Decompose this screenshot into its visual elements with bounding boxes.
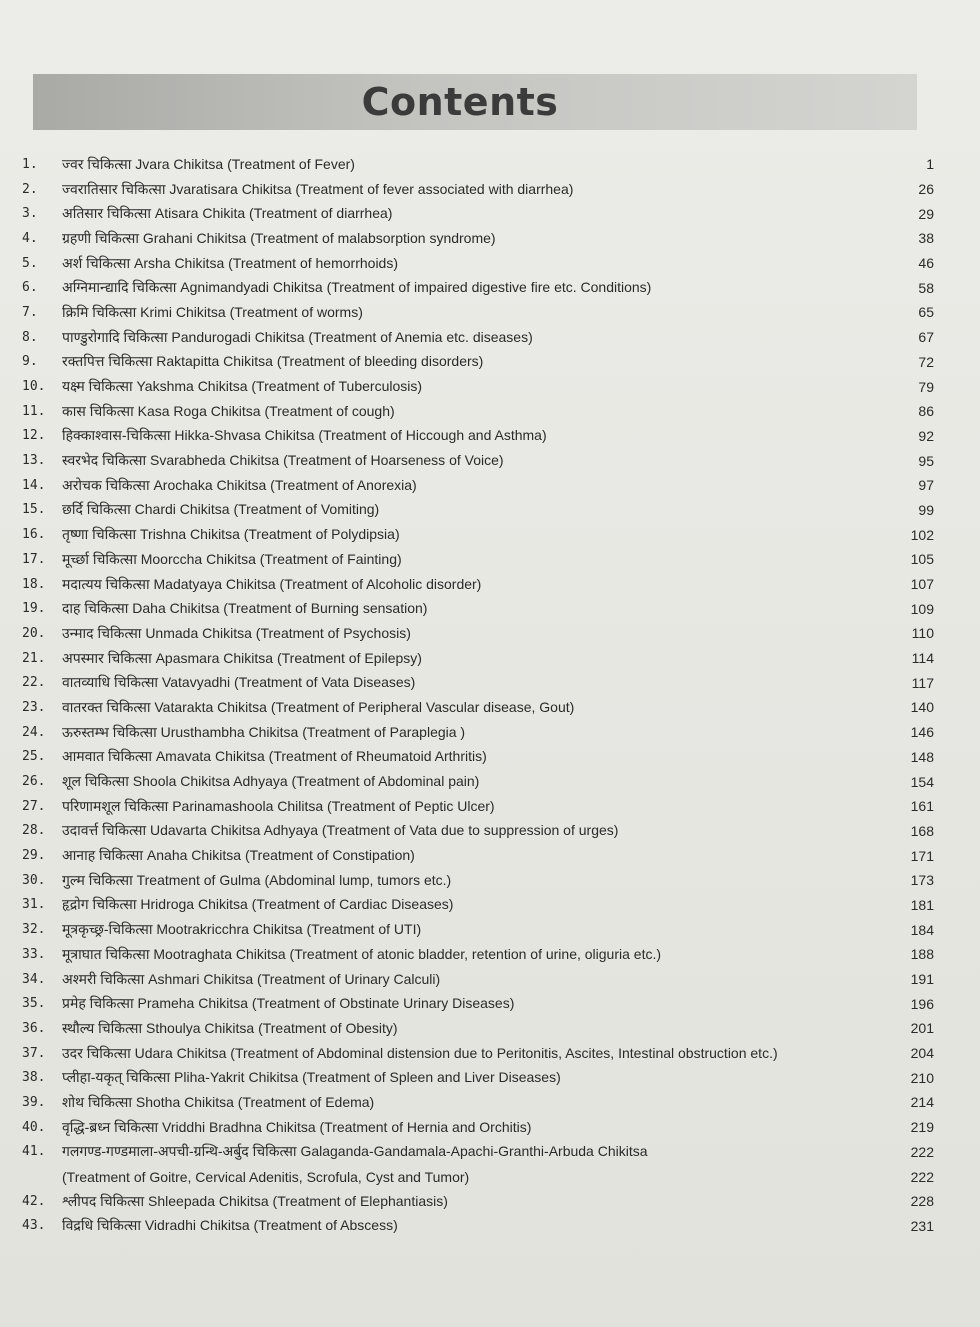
toc-entry bbox=[22, 1115, 934, 1140]
entry-number: 8. bbox=[22, 329, 38, 345]
entry-title: आनाह चिकित्सा Anaha Chikitsa (Treatment of Constipation) bbox=[62, 847, 415, 864]
entry-title: वृद्धि-ब्रध्न चिकित्सा Vriddhi Bradhna Chikitsa (Treatment of Hernia and Orchitis) bbox=[62, 1118, 532, 1135]
entry-number: 3. bbox=[22, 206, 38, 222]
toc-entry bbox=[22, 893, 934, 918]
entry-page-number: 219 bbox=[910, 1119, 934, 1136]
entry-title: शूल चिकित्सा Shoola Chikitsa Adhyaya (Treatment of Abdominal pain) bbox=[62, 773, 480, 790]
toc-entry bbox=[22, 695, 934, 720]
entry-page-number: 110 bbox=[911, 625, 934, 642]
toc-entry bbox=[22, 300, 934, 325]
entry-page-number: 161 bbox=[910, 798, 934, 815]
entry-page-number: 86 bbox=[918, 403, 934, 420]
toc-entry bbox=[22, 596, 934, 621]
entry-number: 29. bbox=[22, 848, 46, 864]
entry-page-number: 1 bbox=[926, 156, 934, 173]
toc-entry bbox=[22, 572, 934, 597]
entry-page-number: 188 bbox=[910, 946, 934, 963]
entry-page-number: 58 bbox=[918, 279, 934, 296]
entry-title: ज्वर चिकित्सा Jvara Chikitsa (Treatment of Fever) bbox=[62, 155, 355, 172]
entry-page-number: 168 bbox=[910, 822, 934, 839]
toc-entry bbox=[22, 1090, 934, 1115]
entry-page-number: 148 bbox=[910, 748, 934, 765]
entry-title: स्थौल्य चिकित्सा Sthoulya Chikitsa (Treatment of Obesity) bbox=[62, 1019, 398, 1036]
entry-number: 28. bbox=[22, 823, 46, 839]
entry-title: हृद्रोग चिकित्सा Hridroga Chikitsa (Treatment of Cardiac Diseases) bbox=[62, 896, 454, 913]
entry-page-number: 102 bbox=[910, 526, 934, 543]
toc-entry bbox=[22, 448, 934, 473]
entry-number: 9. bbox=[22, 354, 38, 370]
entry-title: उदर चिकित्सा Udara Chikitsa (Treatment of Abdominal distension due to Peritonitis, Ascites, Intestinal obstruction etc.) bbox=[62, 1044, 778, 1061]
entry-number: 6. bbox=[22, 280, 38, 296]
entry-number: 18. bbox=[22, 576, 46, 592]
entry-page-number: 214 bbox=[910, 1094, 934, 1111]
entry-number: 15. bbox=[22, 502, 46, 518]
entry-title: गलगण्ड-गण्डमाला-अपची-ग्रन्थि-अर्बुद चिकित्सा Galaganda-Gandamala-Apachi-Granthi-Arbuda Chikitsa bbox=[62, 1143, 648, 1160]
entry-title: अर्श चिकित्सा Arsha Chikitsa (Treatment of hemorrhoids) bbox=[62, 254, 399, 271]
entry-page-number: 95 bbox=[918, 452, 934, 469]
entry-title: अरोचक चिकित्सा Arochaka Chikitsa (Treatment of Anorexia) bbox=[62, 476, 417, 493]
toc-entry bbox=[22, 745, 934, 770]
toc-entry bbox=[22, 646, 934, 671]
entry-number: 25. bbox=[22, 749, 46, 765]
entry-title: अतिसार चिकित्सा Atisara Chikita (Treatment of diarrhea) bbox=[62, 205, 393, 222]
page-title: Contents bbox=[361, 80, 559, 124]
entry-title: प्लीहा-यकृत् चिकित्सा Pliha-Yakrit Chikitsa (Treatment of Spleen and Liver Diseases) bbox=[62, 1069, 561, 1086]
entry-number: 41. bbox=[22, 1144, 46, 1160]
entry-page-number: 114 bbox=[911, 650, 934, 667]
entry-title: विद्रधि चिकित्सा Vidradhi Chikitsa (Treatment of Abscess) bbox=[62, 1217, 398, 1234]
entry-page-number: 97 bbox=[918, 477, 934, 494]
toc-entry bbox=[22, 473, 934, 498]
entry-title: मदात्यय चिकित्सा Madatyaya Chikitsa (Treatment of Alcoholic disorder) bbox=[62, 575, 482, 592]
entry-number: 32. bbox=[22, 922, 46, 938]
table-of-contents bbox=[22, 152, 934, 1238]
entry-number: 7. bbox=[22, 304, 38, 320]
toc-entry bbox=[22, 769, 934, 794]
entry-title: क्रिमि चिकित्सा Krimi Chikitsa (Treatment of worms) bbox=[62, 303, 363, 320]
entry-page-number: 140 bbox=[910, 699, 934, 716]
toc-entry bbox=[22, 670, 934, 695]
entry-title: मूत्राघात चिकित्सा Mootraghata Chikitsa (Treatment of atonic bladder, retention of urine, oliguria etc.) bbox=[62, 945, 662, 962]
toc-entry bbox=[22, 868, 934, 893]
toc-entry bbox=[22, 1065, 934, 1090]
entry-title: अग्निमान्द्यादि चिकित्सा Agnimandyadi Chikitsa (Treatment of impaired digestive fire etc. Conditions) bbox=[62, 279, 652, 296]
toc-entry bbox=[22, 374, 934, 399]
toc-entry bbox=[22, 942, 934, 967]
entry-title: मूत्रकृच्छ्र-चिकित्सा Mootrakricchra Chikitsa (Treatment of UTI) bbox=[62, 921, 422, 938]
entry-page-number: 181 bbox=[910, 896, 934, 913]
toc-entry bbox=[22, 794, 934, 819]
entry-number: 34. bbox=[22, 971, 46, 987]
entry-title: छर्दि चिकित्सा Chardi Chikitsa (Treatment of Vomiting) bbox=[62, 501, 380, 518]
entry-page-number: 171 bbox=[910, 847, 934, 864]
entry-title: श्लीपद चिकित्सा Shleepada Chikitsa (Treatment of Elephantiasis) bbox=[62, 1192, 448, 1209]
entry-title: स्वरभेद चिकित्सा Svarabheda Chikitsa (Treatment of Hoarseness of Voice) bbox=[62, 452, 504, 469]
entry-page-number: 38 bbox=[918, 230, 934, 247]
entry-title: पाण्डुरोगादि चिकित्सा Pandurogadi Chikitsa (Treatment of Anemia etc. diseases) bbox=[62, 328, 533, 345]
entry-number: 21. bbox=[22, 650, 46, 666]
toc-entry bbox=[22, 1214, 934, 1239]
entry-page-number: 105 bbox=[910, 551, 934, 568]
entry-page-number: 191 bbox=[910, 971, 934, 988]
entry-number: 23. bbox=[22, 699, 46, 715]
entry-title: ऊरुस्तम्भ चिकित्सा Urusthambha Chikitsa (Treatment of Paraplegia ) bbox=[62, 723, 466, 740]
entry-page-number: 173 bbox=[910, 872, 934, 889]
entry-title: अपस्मार चिकित्सा Apasmara Chikitsa (Treatment of Epilepsy) bbox=[62, 649, 422, 666]
toc-entry bbox=[22, 424, 934, 449]
entry-title: (Treatment of Goitre, Cervical Adenitis, Scrofula, Cyst and Tumor) bbox=[62, 1168, 470, 1185]
entry-number: 22. bbox=[22, 675, 46, 691]
toc-entry bbox=[22, 1140, 934, 1165]
entry-title: अश्मरी चिकित्सा Ashmari Chikitsa (Treatment of Urinary Calculi) bbox=[62, 970, 441, 987]
entry-title: परिणामशूल चिकित्सा Parinamashoola Chilitsa (Treatment of Peptic Ulcer) bbox=[62, 797, 495, 814]
entry-number: 11. bbox=[22, 403, 46, 419]
contents-header-bar bbox=[33, 74, 917, 130]
entry-page-number: 222 bbox=[910, 1168, 934, 1185]
toc-entry bbox=[22, 201, 934, 226]
entry-page-number: 196 bbox=[910, 995, 934, 1012]
entry-page-number: 107 bbox=[910, 576, 934, 593]
entry-title: मूर्च्छा चिकित्सा Moorccha Chikitsa (Treatment of Fainting) bbox=[62, 550, 402, 567]
toc-entry bbox=[22, 843, 934, 868]
toc-entry bbox=[22, 1164, 934, 1189]
entry-number: 33. bbox=[22, 946, 46, 962]
entry-number: 19. bbox=[22, 601, 46, 617]
entry-number: 40. bbox=[22, 1119, 46, 1135]
entry-page-number: 228 bbox=[910, 1193, 934, 1210]
entry-title: दाह चिकित्सा Daha Chikitsa (Treatment of Burning sensation) bbox=[62, 600, 428, 617]
entry-title: ग्रहणी चिकित्सा Grahani Chikitsa (Treatment of malabsorption syndrome) bbox=[62, 229, 496, 246]
entry-number: 26. bbox=[22, 774, 46, 790]
entry-number: 24. bbox=[22, 724, 46, 740]
entry-page-number: 79 bbox=[918, 378, 934, 395]
entry-title: गुल्म चिकित्सा Treatment of Gulma (Abdominal lump, tumors etc.) bbox=[62, 871, 452, 888]
entry-number: 2. bbox=[22, 181, 38, 197]
entry-number: 5. bbox=[22, 255, 38, 271]
toc-entry bbox=[22, 967, 934, 992]
toc-entry bbox=[22, 1189, 934, 1214]
entry-page-number: 222 bbox=[910, 1143, 934, 1160]
toc-entry bbox=[22, 917, 934, 942]
entry-number: 13. bbox=[22, 453, 46, 469]
toc-entry bbox=[22, 547, 934, 572]
entry-title: वातरक्त चिकित्सा Vatarakta Chikitsa (Treatment of Peripheral Vascular disease, Gout) bbox=[62, 698, 575, 715]
entry-title: यक्ष्म चिकित्सा Yakshma Chikitsa (Treatment of Tuberculosis) bbox=[62, 378, 423, 395]
entry-page-number: 154 bbox=[910, 773, 934, 790]
toc-entry bbox=[22, 399, 934, 424]
entry-number: 36. bbox=[22, 1020, 46, 1036]
toc-entry bbox=[22, 325, 934, 350]
entry-title: शोथ चिकित्सा Shotha Chikitsa (Treatment of Edema) bbox=[62, 1093, 375, 1110]
entry-number: 14. bbox=[22, 477, 46, 493]
entry-page-number: 204 bbox=[910, 1045, 934, 1062]
toc-entry bbox=[22, 1016, 934, 1041]
entry-page-number: 210 bbox=[910, 1069, 934, 1086]
entry-number: 38. bbox=[22, 1070, 46, 1086]
toc-entry bbox=[22, 1041, 934, 1066]
entry-number: 42. bbox=[22, 1193, 46, 1209]
toc-entry bbox=[22, 177, 934, 202]
entry-page-number: 109 bbox=[910, 600, 934, 617]
toc-entry bbox=[22, 720, 934, 745]
entry-number: 10. bbox=[22, 379, 46, 395]
entry-title: प्रमेह चिकित्सा Prameha Chikitsa (Treatment of Obstinate Urinary Diseases) bbox=[62, 995, 515, 1012]
entry-page-number: 92 bbox=[918, 427, 934, 444]
entry-number: 30. bbox=[22, 872, 46, 888]
entry-number: 20. bbox=[22, 625, 46, 641]
toc-entry bbox=[22, 522, 934, 547]
entry-page-number: 117 bbox=[911, 674, 934, 691]
toc-entry bbox=[22, 275, 934, 300]
toc-entry bbox=[22, 991, 934, 1016]
entry-page-number: 201 bbox=[910, 1020, 934, 1037]
entry-number: 43. bbox=[22, 1218, 46, 1234]
entry-page-number: 65 bbox=[918, 304, 934, 321]
entry-number: 1. bbox=[22, 156, 38, 172]
entry-title: आमवात चिकित्सा Amavata Chikitsa (Treatment of Rheumatoid Arthritis) bbox=[62, 748, 487, 765]
entry-title: उदावर्त्त चिकित्सा Udavarta Chikitsa Adhyaya (Treatment of Vata due to suppression of urges) bbox=[62, 822, 619, 839]
entry-number: 39. bbox=[22, 1094, 46, 1110]
toc-entry bbox=[22, 251, 934, 276]
entry-page-number: 29 bbox=[918, 205, 934, 222]
entry-title: उन्माद चिकित्सा Unmada Chikitsa (Treatment of Psychosis) bbox=[62, 624, 411, 641]
entry-page-number: 26 bbox=[918, 181, 934, 198]
entry-page-number: 146 bbox=[910, 724, 934, 741]
entry-page-number: 46 bbox=[918, 255, 934, 272]
entry-title: ज्वरातिसार चिकित्सा Jvaratisara Chikitsa (Treatment of fever associated with diarrhea) bbox=[62, 180, 574, 197]
entry-title: तृष्णा चिकित्सा Trishna Chikitsa (Treatment of Polydipsia) bbox=[62, 526, 400, 543]
toc-entry bbox=[22, 226, 934, 251]
entry-title: रक्तपित्त चिकित्सा Raktapitta Chikitsa (Treatment of bleeding disorders) bbox=[62, 353, 484, 370]
entry-title: हिक्काश्वास-चिकित्सा Hikka-Shvasa Chikitsa (Treatment of Hiccough and Asthma) bbox=[62, 427, 547, 444]
entry-title: कास चिकित्सा Kasa Roga Chikitsa (Treatment of cough) bbox=[62, 402, 395, 419]
toc-entry bbox=[22, 498, 934, 523]
entry-number: 27. bbox=[22, 798, 46, 814]
entry-page-number: 67 bbox=[918, 329, 934, 346]
toc-entry bbox=[22, 152, 934, 177]
entry-number: 31. bbox=[22, 897, 46, 913]
toc-entry bbox=[22, 819, 934, 844]
toc-entry bbox=[22, 621, 934, 646]
entry-title: वातव्याधि चिकित्सा Vatavyadhi (Treatment of Vata Diseases) bbox=[62, 674, 416, 691]
entry-page-number: 231 bbox=[910, 1217, 934, 1234]
entry-number: 4. bbox=[22, 230, 38, 246]
entry-number: 16. bbox=[22, 527, 46, 543]
toc-entry bbox=[22, 350, 934, 375]
entry-number: 17. bbox=[22, 551, 46, 567]
entry-page-number: 99 bbox=[918, 501, 934, 518]
entry-number: 35. bbox=[22, 996, 46, 1012]
entry-number: 12. bbox=[22, 428, 46, 444]
entry-number: 37. bbox=[22, 1045, 46, 1061]
entry-page-number: 184 bbox=[910, 921, 934, 938]
entry-page-number: 72 bbox=[918, 353, 934, 370]
